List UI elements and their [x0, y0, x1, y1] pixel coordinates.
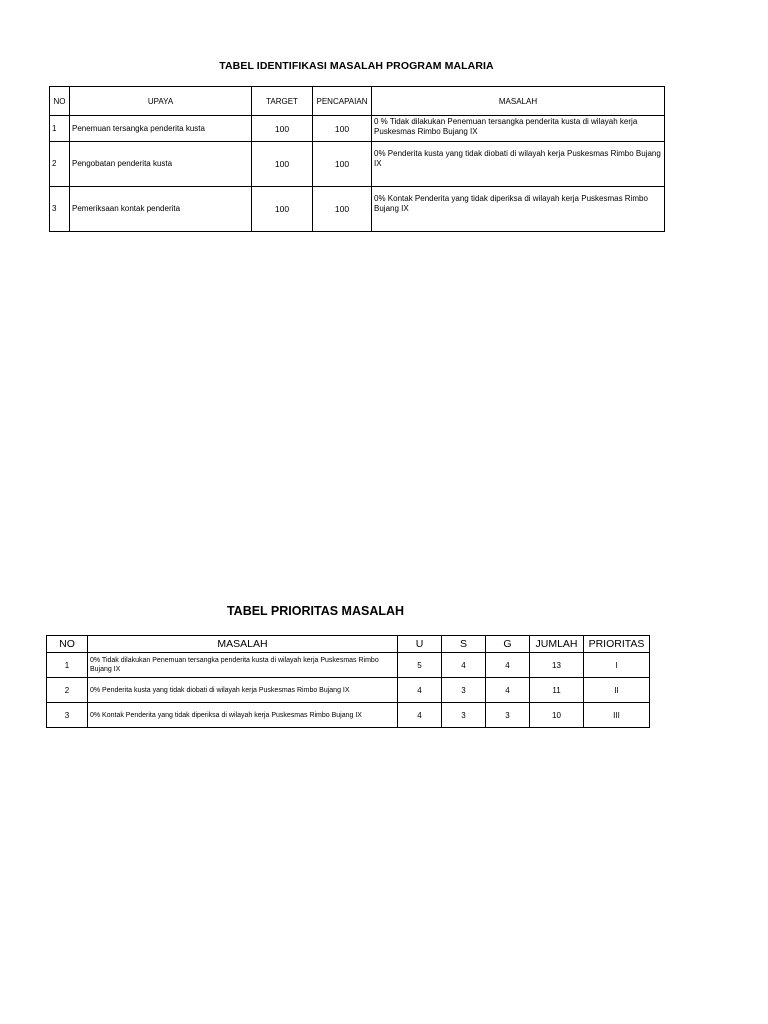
- cell-s: 4: [442, 653, 486, 678]
- cell-g: 4: [486, 653, 530, 678]
- cell-upaya: Pemeriksaan kontak penderita: [70, 187, 252, 232]
- header-masalah: MASALAH: [372, 87, 665, 116]
- header-u: U: [398, 636, 442, 653]
- cell-masalah: 0% Penderita kusta yang tidak diobati di wilayah kerja Puskesmas Rimbo Bujang IX: [372, 142, 665, 187]
- cell-masalah: 0% Tidak dilakukan Penemuan tersangka penderita kusta di wilayah kerja Puskesmas Rimbo Bujang IX: [88, 653, 398, 678]
- cell-pencapaian: 100: [313, 116, 372, 142]
- table-row: [47, 703, 650, 728]
- table-row: [50, 142, 665, 187]
- cell-target: 100: [252, 142, 313, 187]
- header-prioritas: PRIORITAS: [584, 636, 650, 653]
- cell-u: 5: [398, 653, 442, 678]
- cell-target: 100: [252, 116, 313, 142]
- table-header-row: [47, 636, 650, 653]
- prioritas-masalah-table: [46, 635, 650, 728]
- cell-no: 3: [50, 187, 70, 232]
- cell-no: 3: [47, 703, 88, 728]
- table-row: [50, 187, 665, 232]
- cell-masalah: 0% Kontak Penderita yang tidak diperiksa di wilayah kerja Puskesmas Rimbo Bujang IX: [88, 703, 398, 728]
- cell-g: 4: [486, 678, 530, 703]
- header-jumlah: JUMLAH: [530, 636, 584, 653]
- cell-jumlah: 10: [530, 703, 584, 728]
- cell-prioritas: I: [584, 653, 650, 678]
- cell-no: 1: [47, 653, 88, 678]
- header-masalah: MASALAH: [88, 636, 398, 653]
- cell-no: 2: [50, 142, 70, 187]
- table-header-row: [50, 87, 665, 116]
- cell-prioritas: III: [584, 703, 650, 728]
- cell-u: 4: [398, 678, 442, 703]
- table1-title: TABEL IDENTIFIKASI MASALAH PROGRAM MALARIA: [219, 60, 494, 72]
- header-s: S: [442, 636, 486, 653]
- cell-u: 4: [398, 703, 442, 728]
- cell-s: 3: [442, 703, 486, 728]
- cell-jumlah: 13: [530, 653, 584, 678]
- cell-jumlah: 11: [530, 678, 584, 703]
- header-g: G: [486, 636, 530, 653]
- table-row: [47, 653, 650, 678]
- cell-no: 1: [50, 116, 70, 142]
- cell-g: 3: [486, 703, 530, 728]
- header-no: NO: [47, 636, 88, 653]
- cell-pencapaian: 100: [313, 187, 372, 232]
- header-target: TARGET: [252, 87, 313, 116]
- table-row: [47, 678, 650, 703]
- cell-masalah: 0% Kontak Penderita yang tidak diperiksa di wilayah kerja Puskesmas Rimbo Bujang IX: [372, 187, 665, 232]
- cell-pencapaian: 100: [313, 142, 372, 187]
- cell-masalah: 0% Penderita kusta yang tidak diobati di wilayah kerja Puskesmas Rimbo Bujang IX: [88, 678, 398, 703]
- table-row: [50, 116, 665, 142]
- header-upaya: UPAYA: [70, 87, 252, 116]
- cell-upaya: Pengobatan penderita kusta: [70, 142, 252, 187]
- table2-title: TABEL PRIORITAS MASALAH: [226, 604, 405, 618]
- cell-no: 2: [47, 678, 88, 703]
- identifikasi-masalah-table: [49, 86, 665, 232]
- cell-s: 3: [442, 678, 486, 703]
- header-no: NO: [50, 87, 70, 116]
- header-pencapaian: PENCAPAIAN: [313, 87, 372, 116]
- cell-upaya: Penemuan tersangka penderita kusta: [70, 116, 252, 142]
- cell-target: 100: [252, 187, 313, 232]
- cell-masalah: 0 % Tidak dilakukan Penemuan tersangka penderita kusta di wilayah kerja Puskesmas Rimbo Bujang IX: [372, 116, 665, 142]
- cell-prioritas: II: [584, 678, 650, 703]
